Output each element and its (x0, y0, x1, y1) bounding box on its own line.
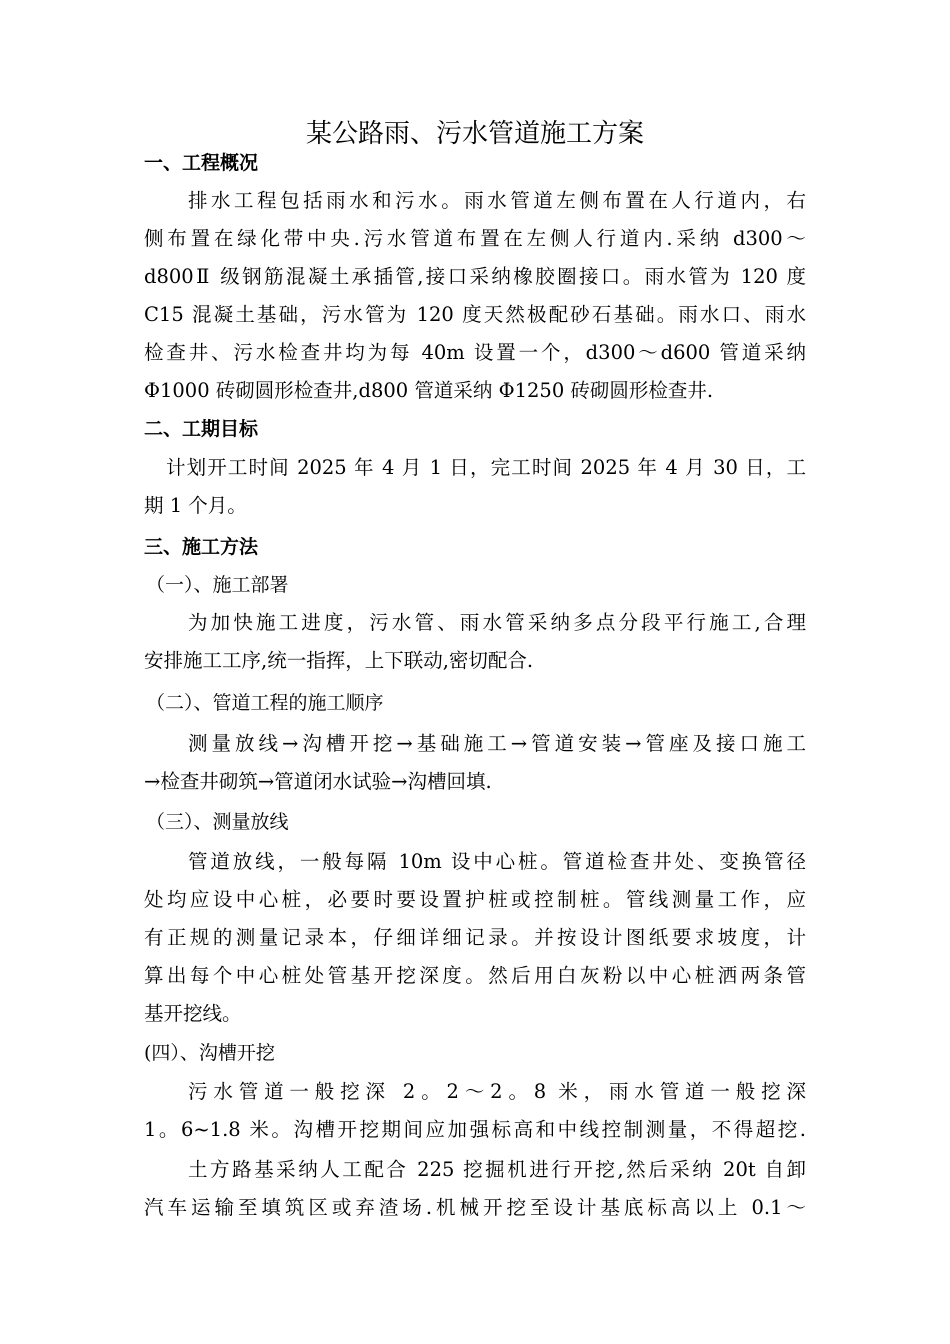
paragraph-line: 排水工程包括雨水和污水。雨水管道左侧布置在人行道内，右 (188, 189, 806, 212)
paragraph-line: 安排施工工序,统一指挥，上下联动,密切配合. (144, 649, 534, 672)
paragraph-line: Φ1000 砖砌圆形检查井,d800 管道采纳 Φ1250 砖砌圆形检查井. (144, 379, 714, 402)
subsection-heading-sequence: （二）、管道工程的施工顺序 (146, 692, 384, 714)
paragraph-line: 检查井、污水检查井均为每 40m 设置一个，d300～d600 管道采纳 (144, 341, 806, 364)
paragraph-line: 汽车运输至填筑区或弃渣场.机械开挖至设计基底标高以上 0.1～ (144, 1196, 806, 1219)
section-heading-overview: 一、工程概况 (144, 152, 259, 174)
paragraph-line: 管道放线，一般每隔 10m 设中心桩。管道检查井处、变换管径 (188, 850, 806, 873)
paragraph-line: 计划开工时间 2025 年 4 月 1 日，完工时间 2025 年 4 月 30 日，工 (166, 456, 806, 479)
paragraph-line: 测量放线→沟槽开挖→基础施工→管道安装→管座及接口施工 (188, 732, 806, 755)
paragraph-line: 1。6~1.8 米。沟槽开挖期间应加强标高和中线控制测量，不得超挖. (144, 1118, 806, 1141)
paragraph-line: 为加快施工进度，污水管、雨水管采纳多点分段平行施工,合理 (188, 611, 806, 634)
paragraph-line: 土方路基采纳人工配合 225 挖掘机进行开挖,然后采纳 20t 自卸 (188, 1158, 806, 1181)
paragraph-line: 基开挖线。 (144, 1002, 242, 1025)
section-heading-schedule: 二、工期目标 (144, 418, 259, 440)
document-title: 某公路雨、污水管道施工方案 (305, 119, 644, 149)
subsection-heading-excavation: (四）、沟槽开挖 (144, 1042, 275, 1064)
paragraph-line: 处均应设中心桩，必要时要设置护桩或控制桩。管线测量工作，应 (144, 888, 806, 911)
subsection-heading-deployment: （一）、施工部署 (146, 574, 289, 596)
subsection-heading-survey: （三）、测量放线 (146, 811, 289, 833)
paragraph-line: 污水管道一般挖深 2。2～2。8 米，雨水管道一般挖深 (188, 1080, 806, 1103)
section-heading-methods: 三、施工方法 (144, 536, 259, 558)
paragraph-line: C15 混凝土基础，污水管为 120 度天然极配砂石基础。雨水口、雨水 (144, 303, 806, 326)
paragraph-line: 有正规的测量记录本，仔细详细记录。并按设计图纸要求坡度，计 (144, 926, 806, 949)
paragraph-line: 算出每个中心桩处管基开挖深度。然后用白灰粉以中心桩洒两条管 (144, 964, 806, 987)
paragraph-line: →检查井砌筑→管道闭水试验→沟槽回填. (144, 770, 492, 793)
paragraph-line: 侧布置在绿化带中央.污水管道布置在左侧人行道内.采纳 d300～ (144, 227, 806, 250)
paragraph-line: 期 1 个月。 (144, 494, 247, 517)
paragraph-line: d800Ⅱ 级钢筋混凝土承插管,接口采纳橡胶圈接口。雨水管为 120 度 (144, 265, 806, 288)
